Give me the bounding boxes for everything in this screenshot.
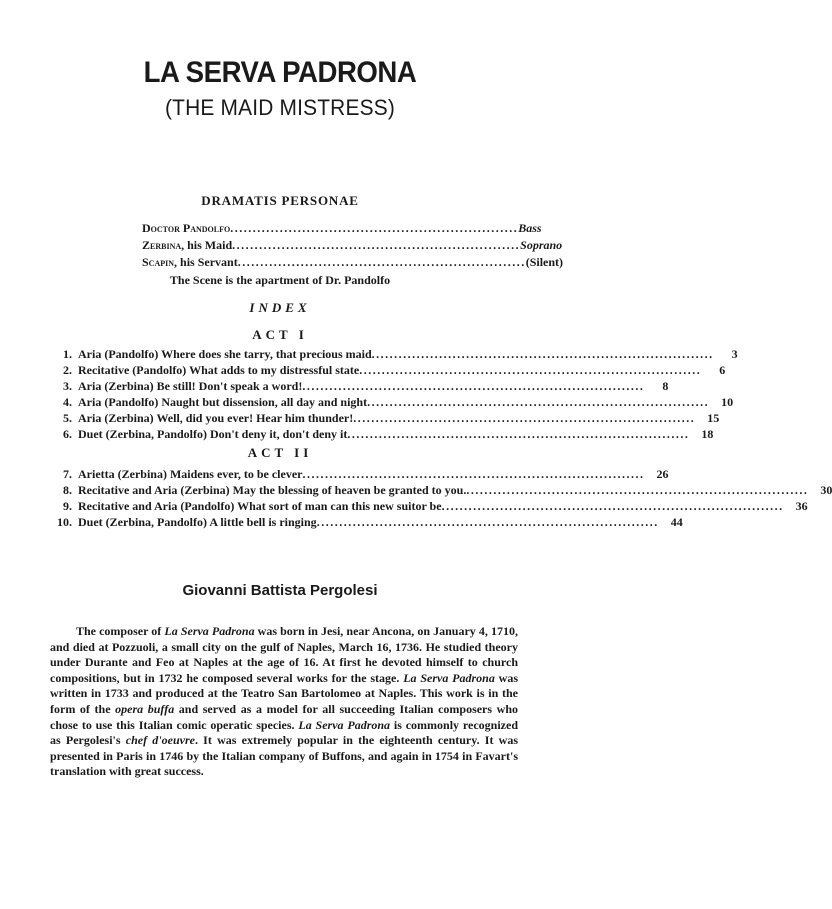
- dramatis-personae-heading: DRAMATIS PERSONAE: [201, 193, 359, 208]
- list-item: [50, 426, 714, 442]
- leader-dots: ................................................................: [237, 255, 526, 269]
- cast-row: [142, 237, 563, 254]
- bio-italic-title: La Serva Padrona: [164, 624, 255, 638]
- list-item: [50, 346, 738, 362]
- item-page: 15: [707, 411, 720, 425]
- item-number: 6.: [63, 427, 72, 441]
- list-item: [50, 378, 669, 394]
- cast-voice: Soprano: [520, 238, 563, 252]
- act-heading: ACT II: [247, 445, 313, 460]
- cast-role: , his Maid: [181, 238, 233, 252]
- item-number: 4.: [63, 395, 72, 409]
- item-number: 1.: [63, 347, 72, 361]
- act-heading: ACT I: [252, 327, 308, 342]
- page-subtitle: (THE MAID MISTRESS): [164, 95, 396, 120]
- item-number: 9.: [63, 499, 72, 513]
- leader-dots: ............................................................................: [371, 347, 714, 361]
- cast-row: [142, 254, 564, 271]
- item-page: 3: [731, 347, 738, 361]
- list-item: [50, 362, 726, 378]
- item-title: Arietta (Zerbina) Maidens ever, to be clever: [78, 467, 303, 481]
- leader-dots: ............................................................................: [359, 363, 702, 377]
- cast-row: [142, 220, 542, 237]
- composer-heading: Giovanni Battista Pergolesi: [182, 582, 378, 599]
- bio-text: The composer of: [76, 624, 165, 638]
- cast-voice: Bass: [518, 221, 542, 235]
- item-page: 10: [721, 395, 734, 409]
- bio-text: was born in Jesi, near Ancona, on January 4, 1710, and died at Pozzuoli, a small city on the gulf of Naples, March 16, 1736. He studied theory under Durante and Feo at Naples at the age of 16. At first he devoted himself to church compositions, but in 1732 he composed several works for the stage.: [50, 624, 518, 685]
- list-item: [50, 394, 734, 410]
- bio-italic-term: chef d'oeuvre: [125, 733, 195, 748]
- bio-text: was written in 1733 and produced at the Teatro San Bartolomeo at Naples. This work is in the form of the: [50, 670, 519, 716]
- leader-dots: ............................................................................: [466, 483, 809, 497]
- list-item: [50, 482, 832, 498]
- leader-dots: ............................................................................: [302, 379, 645, 393]
- item-title: Aria (Pandolfo) Where does she tarry, that precious maid: [78, 347, 372, 361]
- item-number: 2.: [63, 363, 72, 377]
- item-page: 6: [719, 363, 726, 377]
- leader-dots: ............................................................................: [347, 427, 690, 441]
- item-number: 8.: [63, 483, 72, 497]
- item-page: 36: [795, 499, 808, 513]
- item-number: 7.: [63, 467, 72, 481]
- item-title: Aria (Zerbina) Well, did you ever! Hear him thunder!: [78, 411, 354, 425]
- item-title: Recitative and Aria (Zerbina) May the blessing of heaven be granted to you.: [78, 483, 467, 497]
- bio-italic-title: La Serva Padrona: [298, 717, 391, 732]
- item-number: 5.: [63, 411, 72, 425]
- item-title: Aria (Zerbina) Be still! Don't speak a word!: [78, 379, 303, 393]
- list-item: [50, 498, 808, 514]
- item-page: 18: [701, 427, 714, 441]
- bio-italic-title: La Serva Padrona: [403, 670, 495, 685]
- leader-dots: ................................................................: [232, 238, 521, 252]
- act-one-list: [50, 346, 738, 442]
- item-title: Recitative (Pandolfo) What adds to my distressful state: [78, 363, 360, 377]
- list-item: [50, 410, 720, 426]
- act-two-list: [50, 466, 832, 530]
- scene-description: The Scene is the apartment of Dr. Pandolfo: [169, 273, 391, 287]
- leader-dots: ............................................................................: [353, 411, 696, 425]
- cast-role: , his Servant: [174, 255, 238, 269]
- index-heading: INDEX: [249, 300, 311, 315]
- leader-dots: ............................................................................: [302, 467, 645, 481]
- item-title: Duet (Zerbina, Pandolfo) Don't deny it, don't deny it: [78, 427, 348, 441]
- cast-name: Scapin: [142, 255, 175, 269]
- item-page: 44: [670, 515, 683, 529]
- bio-italic-term: opera buffa: [115, 701, 175, 716]
- cast-name: Zerbina: [142, 238, 182, 252]
- item-page: 26: [656, 467, 669, 481]
- bio-text: is commonly recognized as Pergolesi's: [50, 717, 518, 748]
- item-number: 10.: [57, 515, 72, 529]
- leader-dots: ................................................................: [230, 221, 519, 235]
- list-item: [50, 514, 683, 530]
- cast-name: Doctor Pandolfo: [142, 221, 231, 235]
- page-title: LA SERVA PADRONA: [143, 56, 417, 89]
- item-page: 8: [662, 379, 669, 393]
- list-item: [50, 466, 669, 482]
- composer-biography: [50, 624, 518, 780]
- bio-text: and served as a model for all succeeding Italian composers who chose to use this Italian comic operatic species.: [50, 701, 519, 732]
- leader-dots: ............................................................................: [441, 499, 784, 513]
- item-title: Recitative and Aria (Pandolfo) What sort of man can this new suitor be: [78, 499, 442, 513]
- item-title: Duet (Zerbina, Pandolfo) A little bell is ringing: [78, 515, 317, 529]
- item-number: 3.: [63, 379, 72, 393]
- item-title: Aria (Pandolfo) Naught but dissension, all day and night: [78, 395, 368, 409]
- cast-list: [142, 220, 564, 271]
- leader-dots: ............................................................................: [316, 515, 659, 529]
- item-page: 30: [820, 483, 832, 497]
- leader-dots: ............................................................................: [367, 395, 710, 409]
- bio-text: . It was extremely popular in the eighteenth century. It was presented in Paris in 1746 by the Italian company of Buffons, and again in 1754 in Favart's translation with great success.: [50, 733, 519, 779]
- cast-voice: (Silent): [525, 255, 564, 269]
